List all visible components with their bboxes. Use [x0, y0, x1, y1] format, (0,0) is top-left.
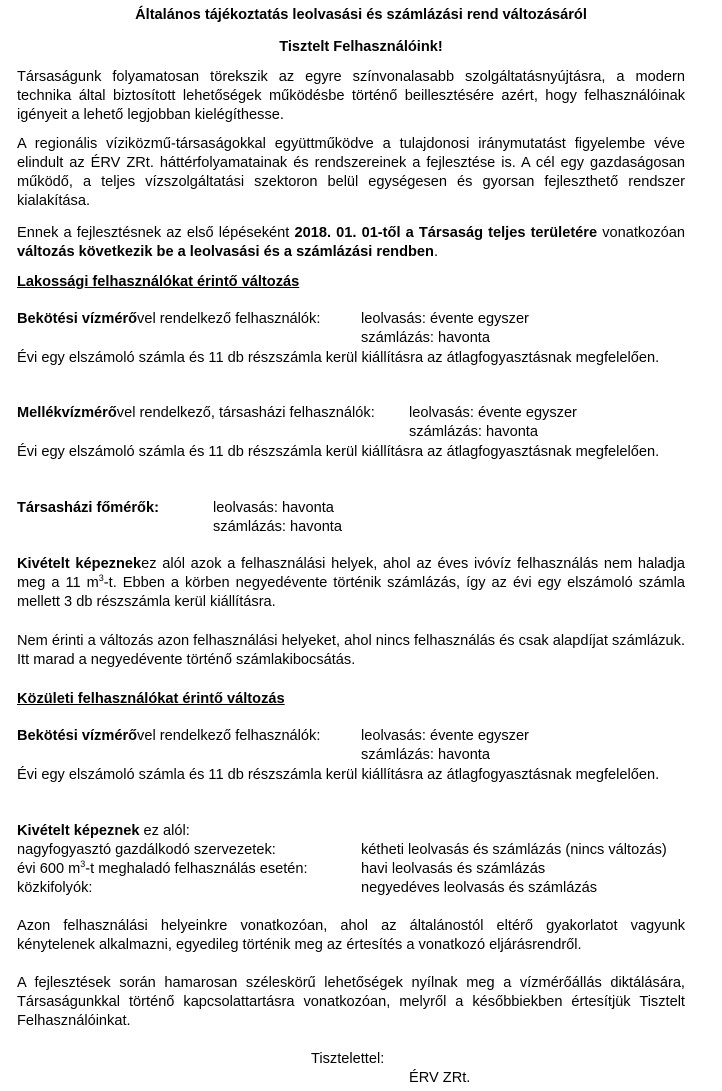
document-title: Általános tájékoztatás leolvasási és számlázási rend változásáról	[135, 7, 587, 23]
residential-main-meter-label: Bekötési vízmérővel rendelkező felhasználók:	[17, 311, 321, 327]
closing-paragraph: A fejlesztések során hamarosan széleskörű lehetőségek nyílnak meg a vízmérőállás diktálására, Társaságunkkal történő kapcsolattartásra vonatkozóan, melyről a későbbiekben értesítjük Tisztelt Felhasználóinkat.	[17, 975, 685, 1029]
residential-submeter-reading: leolvasás: évente egyszer	[409, 405, 577, 421]
exception-label-public-taps: közkifolyók:	[17, 880, 93, 896]
residential-exception-paragraph: Kivételt képeznekez alól azok a felhasználási helyek, ahol az éves ivóvíz felhasználás nem haladja meg a 11 $m^3-t$. Ebben a körben negyedévente történik számlázás, így az évi egy elszámoló számla mellett 3 db részszámla kerül kiállításra.	[17, 556, 686, 610]
commercial-main-meter-description: Évi egy elszámoló számla és 11 db részszámla kerül kiállításra az átlagfogyasztásnak megfelelően.	[17, 767, 660, 783]
residential-main-meter-description: Évi egy elszámoló számla és 11 db részszámla kerül kiállításra az átlagfogyasztásnak megfelelően.	[17, 350, 660, 366]
exception-value-large-consumers: kétheti leolvasás és számlázás (nincs változás)	[361, 842, 667, 858]
residential-submeter-description: Évi egy elszámoló számla és 11 db részszámla kerül kiállításra az átlagfogyasztásnak megfelelően.	[17, 444, 660, 460]
signature-company: ÉRV ZRt.	[409, 1070, 471, 1086]
exception-value-public-taps: negyedéves leolvasás és számlázás	[361, 880, 598, 896]
exception-label-high-usage: évi 600 $m^3-t$ meghaladó felhasználás esetén:	[17, 859, 308, 877]
residential-section-heading: Lakossági felhasználókat érintő változás	[17, 274, 300, 290]
residential-main-meter-billing: számlázás: havonta	[361, 330, 490, 346]
commercial-section-heading: Közületi felhasználókat érintő változás	[17, 691, 285, 707]
exception-label-large-consumers: nagyfogyasztó gazdálkodó szervezetek:	[17, 842, 276, 858]
condominium-main-meter-label: Társasházi főmérők:	[17, 500, 159, 516]
condominium-main-meter-billing: számlázás: havonta	[213, 519, 342, 535]
change-summary-text: változás következik be a leolvasási és a számlázási rendben	[17, 244, 434, 260]
exception-value-high-usage: havi leolvasás és számlázás	[361, 861, 546, 877]
residential-submeter-billing: számlázás: havonta	[409, 424, 538, 440]
signoff-text: Tisztelettel:	[311, 1051, 385, 1067]
residential-submeter-label: Mellékvízmérővel rendelkező, társasházi felhasználók:	[17, 405, 375, 421]
residential-note-paragraph: Nem érinti a változás azon felhasználási helyeket, ahol nincs felhasználás és csak alapdíjat számlázuk. Itt marad a negyedévente történő számlakibocsátás.	[17, 633, 685, 668]
intro-paragraph: Társaságunk folyamatosan törekszik az egyre színvonalasabb szolgáltatásnyújtásra, a modern technika által biztosított lehetőségek működésbe történő beillesztésére azért, hogy felhasználóinak igényeit a lehető legjobban kielégíthesse.	[17, 69, 685, 123]
commercial-main-meter-billing: számlázás: havonta	[361, 747, 490, 763]
residential-main-meter-reading: leolvasás: évente egyszer	[361, 311, 529, 327]
commercial-note-paragraph: Azon felhasználási helyeinkre vonatkozóan, ahol az általánostól eltérő gyakorlatot vagyunk kénytelenek alkalmazni, egyedileg történik meg az értesítés a vonatkozó eljárásrendről.	[17, 918, 685, 953]
commercial-main-meter-reading: leolvasás: évente egyszer	[361, 728, 529, 744]
change-announcement-paragraph: Ennek a fejlesztésnek az első lépéseként 2018. 01. 01-től a Társaság teljes területére vonatkozóan változás következik be a leolvasási és a számlázási rendben.	[17, 225, 685, 260]
commercial-main-meter-label: Bekötési vízmérővel rendelkező felhasználók:	[17, 728, 321, 744]
effective-date-text: 2018. 01. 01-től a Társaság teljes területére	[294, 225, 598, 241]
commercial-exceptions-heading: Kivételt képeznek ez alól:	[17, 823, 190, 839]
condominium-main-meter-reading: leolvasás: havonta	[213, 500, 334, 516]
salutation: Tisztelt Felhasználóink!	[279, 39, 443, 55]
development-paragraph: A regionális víziközmű-társaságokkal együttműködve a tulajdonosi iránymutatást figyelembe véve elindult az ÉRV ZRt. háttérfolyamatainak és rendszereinek a fejlesztése is. A cél egy gazdaságosan működő, a teljes vízszolgáltatási szektoron belül egységesen és gyorsan fejleszthető rendszer kialakítása.	[17, 136, 685, 209]
